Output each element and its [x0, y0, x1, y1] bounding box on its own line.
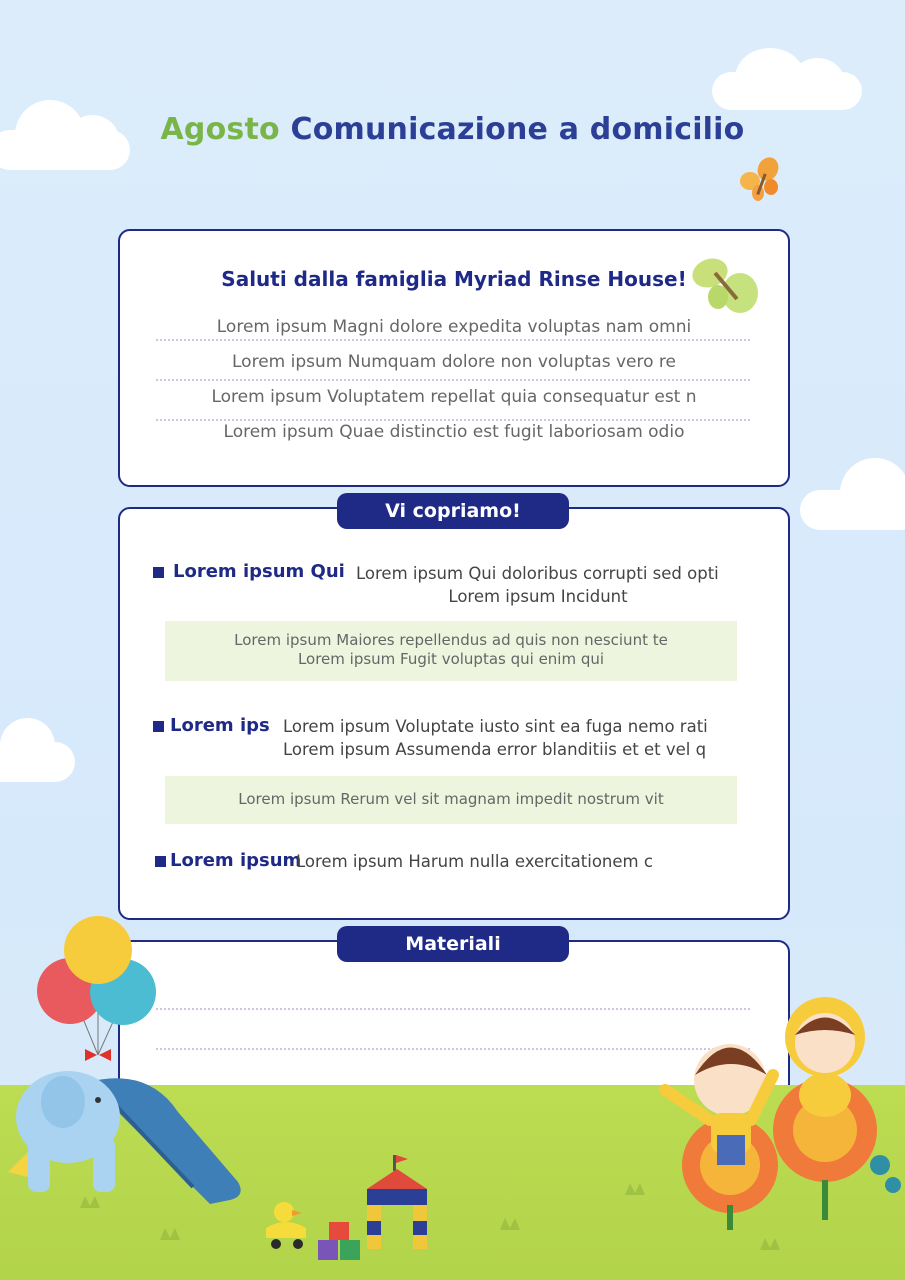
greeting-line-4: Lorem ipsum Quae distinctio est fugit laboriosam odio	[223, 422, 685, 442]
greeting-line-1: Lorem ipsum Magni dolore expedita voluptas nam omni	[216, 317, 692, 337]
cloud-top-right-puff2	[790, 58, 845, 108]
bullet-square	[153, 721, 164, 732]
divider	[156, 419, 750, 421]
title-rest: Comunicazione a domicilio	[290, 112, 745, 147]
bullet-square	[155, 856, 166, 867]
cloud-right-puff	[840, 458, 905, 528]
toy-arch-icon	[365, 1155, 429, 1253]
cover-item-text-2b: Lorem ipsum Assumenda error blanditiis et et vel q	[283, 740, 707, 759]
toy-duck-icon	[262, 1198, 312, 1254]
cloud-left-puff	[0, 718, 55, 773]
toy-blocks-icon	[316, 1222, 364, 1264]
butterfly-green-icon	[690, 253, 762, 319]
cover-item-text-1b: Lorem ipsum Incidunt	[448, 587, 628, 606]
cover-item-text-3a: Lorem ipsum Harum nulla exercitationem c	[296, 852, 653, 871]
cover-note-box-1	[165, 621, 737, 681]
cover-note-line: Lorem ipsum Rerum vel sit magnam impedit nostrum vit	[238, 790, 664, 808]
cover-note-line: Lorem ipsum Fugit voluptas qui enim qui	[297, 650, 605, 668]
cover-note-line: Lorem ipsum Maiores repellendus ad quis non nesciunt te	[234, 631, 668, 649]
elephant-slide-illustration	[8, 1062, 248, 1212]
children-flowers-illustration	[655, 995, 905, 1230]
cover-pill: Vi copriamo!	[337, 493, 569, 529]
greeting-line-3: Lorem ipsum Voluptatem repellat quia consequatur est n	[211, 387, 697, 407]
butterfly-orange-icon	[738, 155, 786, 205]
cover-item-text-2a: Lorem ipsum Voluptate iusto sint ea fuga nemo rati	[283, 717, 708, 736]
bullet-square	[153, 567, 164, 578]
divider	[156, 379, 750, 381]
cover-item-text-1a: Lorem ipsum Qui doloribus corrupti sed opti	[356, 564, 719, 583]
divider	[156, 339, 750, 341]
greeting-line-2: Lorem ipsum Numquam dolore non voluptas vero re	[232, 352, 676, 372]
title-month: Agosto	[160, 112, 280, 147]
greeting-heading: Saluti dalla famiglia Myriad Rinse House!	[221, 267, 687, 291]
page-title	[0, 112, 905, 147]
cover-item-label-3: Lorem ipsum	[170, 850, 302, 871]
cover-item-label-2: Lorem ips	[170, 715, 270, 736]
greeting-card	[118, 229, 790, 487]
cover-note-box-2	[165, 776, 737, 824]
cover-item-label-1: Lorem ipsum Qui	[173, 561, 345, 582]
balloons-icon	[35, 915, 160, 1065]
materials-pill: Materiali	[337, 926, 569, 962]
